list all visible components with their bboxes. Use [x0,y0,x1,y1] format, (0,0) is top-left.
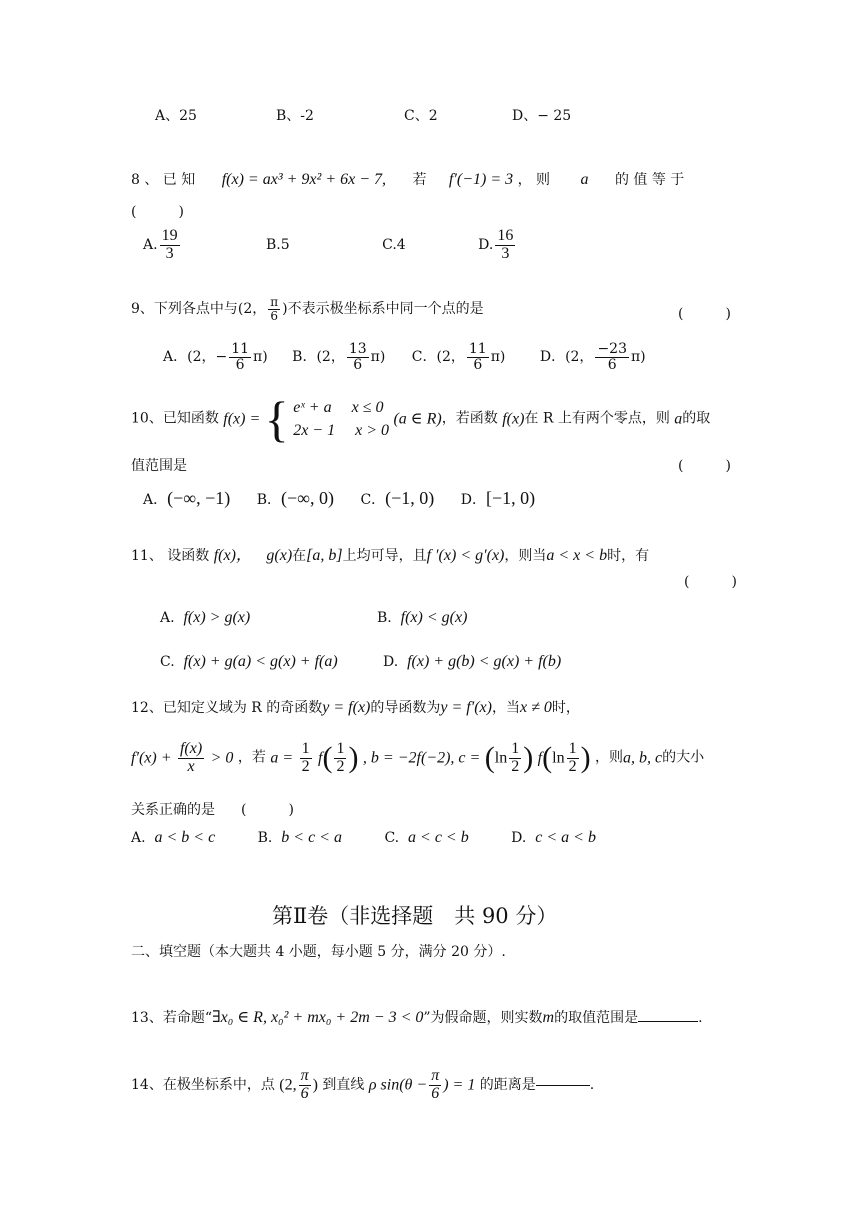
q10-stem: 10、已知函数 f(x) = { eˣ + a x ≤ 0 2x − 1 x > 0 (a ∈ R)，若函数 f(x)在 R 上有两个零点，则 a的取 [131,391,711,447]
q8-then: ， 则 [517,172,551,188]
q9-paren: ( ) [678,306,731,322]
q12-option-d: D. c < a < b [511,829,596,846]
q9-options [163,342,646,372]
q10-fx: f(x) = [223,410,261,428]
q10-option-c: C．(−1, 0) [360,488,435,508]
q8-a: a [580,171,589,188]
q8-paren: ( ) [131,204,184,220]
q10-option-a: A．(−∞, −1) [143,488,231,508]
q11-paren: ( ) [684,574,737,590]
q7-option-d: D、− 25 [512,108,572,124]
q12-option-b: B. b < c < a [257,829,342,846]
q8-cond: f′(−1) = 3 [448,171,514,188]
q8-prefix: 8 、 已 知 [131,172,196,188]
q9-stem: 9、下列各点中与(2， $\frac{\pi}{6}$ )不表示极坐标系中同一个点的是 [131,295,484,323]
q8-stem [131,170,731,189]
q7-option-a: A、25 [155,108,197,124]
q12-options [131,828,596,847]
q9-option-a: A．(2，− $\frac{11}{6}$ π) [163,341,268,373]
q10-paren: ( ) [678,458,731,474]
q10-line2: 值范围是 [131,458,187,474]
q8-option-b: B.5 [266,237,290,254]
q11-option-a: A. f(x) > g(x) [160,609,251,626]
q11-option-b: B. f(x) < g(x) [377,609,468,626]
q8-option-a: A. $\frac{19}{3}$ [143,227,178,262]
q11-option-d: D. f(x) + g(b) < g(x) + f(b) [383,653,562,670]
q8-tail: 的 值 等 于 [614,172,685,188]
q8-expr: f(x) = ax³ + 9x² + 6x − 7, [221,171,387,188]
q10-option-b: B．(−∞, 0) [256,488,334,508]
q12-option-c: C. a < c < b [384,829,469,846]
q9-option-b: B．(2， $\frac{13}{6}$ π) [292,341,386,373]
q7-option-c: C、2 [404,108,438,124]
q12-stem-line2: f′(x) + $\frac{f(x)}{x}$ > 0 ，若 a = $\frac{1}{2}$ f( $\frac{1}{2}$ ) , b = −2f(−2), c = (ln $\frac{1}{2}$ ) f(ln $\frac{1}{2}$ ) ，则a, b, c的大小 [131,739,705,775]
q11-option-c: C. f(x) + g(a) < g(x) + f(a) [160,653,338,670]
q14-stem: 14、在极坐标系中，点 (2, $\frac{\pi}{6}$ ) 到直线 ρ sin(θ − $\frac{\pi}{6}$ ) = 1 的距离是 . [131,1067,595,1102]
q12-stem-line1: 12、已知定义域为 R 的奇函数y = f(x)的导函数为y = f′(x)，当x ≠ 0时， [131,699,580,716]
q12-line3: 关系正确的是 ( ) [131,802,294,818]
q7-option-b: B、-2 [276,108,314,124]
q8-options [143,228,517,263]
section-title: 二、填空题（本大题共 4 小题，每小题 5 分，满分 20 分）. [131,944,506,960]
q9-option-d: D．(2， $\frac{-23}{6}$ π) [539,341,646,373]
q14-answer-blank[interactable] [536,1085,590,1086]
q10-brace: { [264,391,289,447]
part2-title: 第Ⅱ卷（非选择题 共 90 分） [272,904,558,928]
q13-stem: 13、若命题“∃x₀ ∈ R, x₀² + mx₀ + 2m − 3 < 0”为假命题，则实数m的取值范围是 . [131,1009,703,1026]
q8-option-c: C.4 [382,237,406,254]
q8-option-d: D. $\frac{16}{3}$ [478,227,514,262]
q10-cases: eˣ + a x ≤ 0 2x − 1 x > 0 [293,398,389,439]
q13-answer-blank[interactable] [638,1021,698,1022]
q9-option-c: C．(2， $\frac{11}{6}$ π) [411,341,506,373]
q12-option-a: A. a < b < c [131,829,216,846]
q10-options [143,488,535,510]
q10-option-d: D．[−1, 0) [460,488,536,508]
q11-stem: 11、 设函数 f(x)， g(x)在[a, b]上均可导，且f ′(x) < g′(x)，则当a < x < b时，有 [131,547,650,564]
q8-ruo: 若 [412,172,427,188]
